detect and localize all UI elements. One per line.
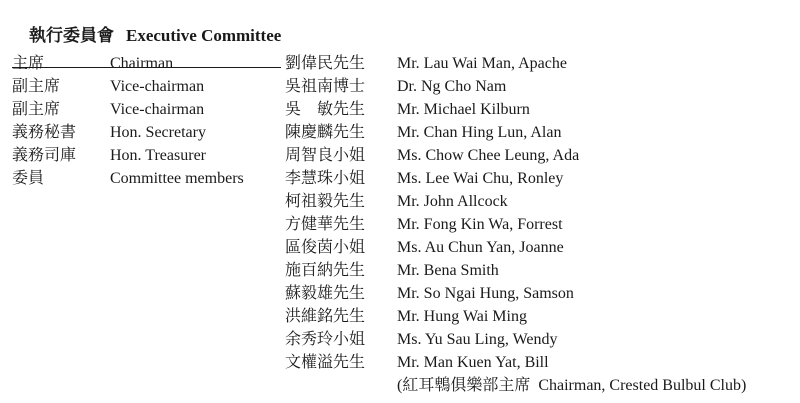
member-name-zh-cell: 李慧珠小姐 [285, 170, 366, 187]
member-name-zh-cell [285, 374, 397, 397]
role-zh-cell: 委員 [12, 170, 45, 187]
role-zh-cell: 主席 [12, 55, 45, 72]
role-en-cell [110, 190, 285, 213]
role-zh-cell [12, 374, 110, 397]
committee-row [12, 351, 792, 374]
committee-row [12, 259, 792, 282]
member-name-zh-cell: 施百納先生 [285, 262, 366, 279]
role-zh-cell: 副主席 [12, 101, 61, 118]
committee-row [12, 305, 792, 328]
member-name-en-cell: Mr. Man Kuen Yat, Bill [397, 354, 549, 371]
role-en-cell: Committee members [110, 170, 244, 187]
committee-table [12, 52, 792, 397]
page-title-chinese: 執行委員會 [29, 25, 114, 45]
member-name-en-cell: Mr. Lau Wai Man, Apache [397, 55, 567, 72]
role-en-cell [110, 374, 285, 397]
member-name-en-cell: Mr. Bena Smith [397, 262, 499, 279]
committee-row [12, 190, 792, 213]
role-en-cell [110, 351, 285, 374]
role-zh-cell [12, 328, 110, 351]
committee-row [12, 374, 792, 397]
member-name-zh-cell: 洪維銘先生 [285, 308, 366, 325]
footnote-cell: (紅耳鵯俱樂部主席 Chairman, Crested Bulbul Club) [397, 377, 747, 394]
role-zh-cell [12, 282, 110, 305]
committee-row [12, 167, 792, 190]
member-name-en-cell: Mr. Hung Wai Ming [397, 308, 527, 325]
role-zh-cell [12, 305, 110, 328]
member-name-en-cell: Mr. Michael Kilburn [397, 101, 530, 118]
member-name-en-cell: Mr. Chan Hing Lun, Alan [397, 124, 562, 141]
role-en-cell [110, 328, 285, 351]
member-name-en-cell: Mr. John Allcock [397, 193, 508, 210]
member-name-zh-cell: 文權溢先生 [285, 354, 366, 371]
role-en-cell [110, 305, 285, 328]
member-name-en-cell: Mr. So Ngai Hung, Samson [397, 285, 574, 302]
role-en-cell: Hon. Treasurer [110, 147, 206, 164]
role-en-cell [110, 236, 285, 259]
committee-row [12, 52, 792, 75]
page-title-english: Executive Committee [126, 25, 282, 45]
role-zh-cell: 義務司庫 [12, 147, 77, 164]
member-name-en-cell: Ms. Lee Wai Chu, Ronley [397, 170, 564, 187]
role-zh-cell [12, 351, 110, 374]
member-name-en-cell: Dr. Ng Cho Nam [397, 78, 507, 95]
role-en-cell [110, 282, 285, 305]
committee-row [12, 144, 792, 167]
member-name-zh-cell: 周智良小姐 [285, 147, 366, 164]
member-name-zh-cell: 區俊茵小姐 [285, 239, 366, 256]
committee-row [12, 213, 792, 236]
role-zh-cell [12, 236, 110, 259]
member-name-zh-cell: 蘇毅雄先生 [285, 285, 366, 302]
role-en-cell: Chairman [110, 55, 174, 72]
role-en-cell: Vice-chairman [110, 101, 205, 118]
role-zh-cell [12, 213, 110, 236]
member-name-zh-cell: 余秀玲小姐 [285, 331, 366, 348]
role-zh-cell [12, 190, 110, 213]
role-en-cell [110, 213, 285, 236]
member-name-zh-cell: 吳祖南博士 [285, 78, 366, 95]
role-en-cell [110, 259, 285, 282]
member-name-en-cell: Ms. Au Chun Yan, Joanne [397, 239, 564, 256]
role-zh-cell: 義務秘書 [12, 124, 77, 141]
committee-row [12, 282, 792, 305]
committee-row [12, 236, 792, 259]
committee-row [12, 328, 792, 351]
role-zh-cell [12, 259, 110, 282]
member-name-zh-cell: 方健華先生 [285, 216, 366, 233]
member-name-zh-cell: 吳 敏先生 [285, 101, 366, 118]
role-en-cell: Hon. Secretary [110, 124, 206, 141]
member-name-zh-cell: 劉偉民先生 [285, 55, 366, 72]
member-name-en-cell: Ms. Yu Sau Ling, Wendy [397, 331, 558, 348]
member-name-en-cell: Ms. Chow Chee Leung, Ada [397, 147, 580, 164]
role-en-cell: Vice-chairman [110, 78, 205, 95]
committee-row [12, 121, 792, 144]
committee-row [12, 75, 792, 98]
committee-row [12, 98, 792, 121]
member-name-zh-cell: 柯祖毅先生 [285, 193, 366, 210]
member-name-zh-cell: 陳慶麟先生 [285, 124, 366, 141]
member-name-en-cell: Mr. Fong Kin Wa, Forrest [397, 216, 563, 233]
role-zh-cell: 副主席 [12, 78, 61, 95]
